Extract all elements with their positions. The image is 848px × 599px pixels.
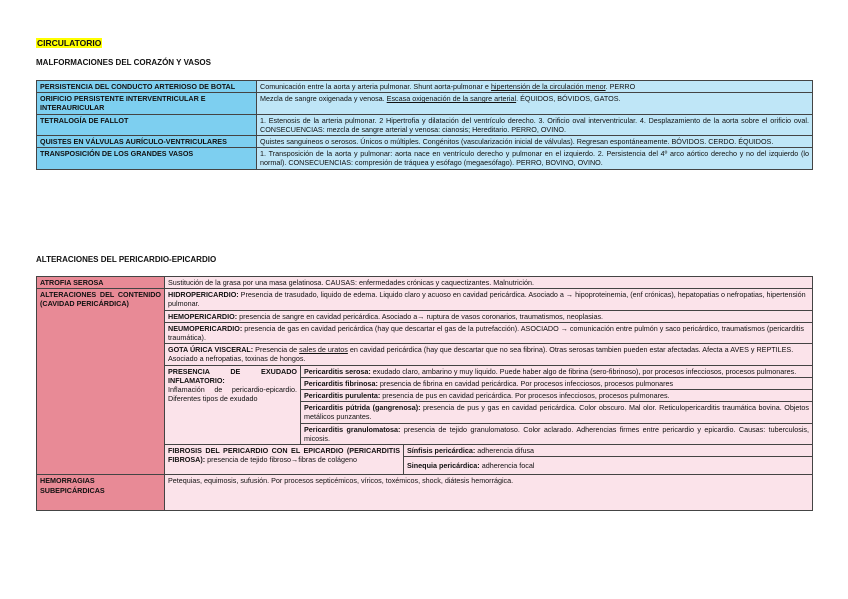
row-desc: Quistes sanguineos o serosos. Únicos o múltiples. Congénitos (vascularización inicial de válvulas). Regresan espontáneamente. BÓVIDOS. CERDO. ÉQUIDOS. — [257, 136, 813, 148]
table-row — [37, 93, 813, 114]
pericarditis-purulenta-cell: Pericarditis purulenta: presencia de pus en cavidad pericárdica. Por procesos infecciosos, procesos pulmonares. — [301, 390, 813, 402]
hidropericardio-cell: HIDROPERICARDIO: Presencia de trasudado, liquido de edema. Liquido claro y acuoso en cavidad pericárdica. Asociado a → hipoproteinemia, (enf crónicas), hepatopatias o nefropatias, hipertensión pulmonar. — [165, 289, 813, 310]
pericarditis-fibrinosa-cell: Pericarditis fibrinosa: presencia de fibrina en cavidad pericárdica. Por procesos infecciosos, procesos pulmonares — [301, 377, 813, 389]
table-row — [37, 277, 813, 289]
row-label: HEMORRAGIAS SUBEPICÁRDICAS — [37, 475, 165, 511]
section-heading-malformaciones: MALFORMACIONES DEL CORAZÓN Y VASOS — [36, 58, 211, 67]
section-heading-pericardio: ALTERACIONES DEL PERICARDIO-EPICARDIO — [36, 255, 217, 264]
sinequia-cell: Sinequia pericárdica: adherencia focal — [404, 457, 813, 475]
row-desc: 1. Estenosis de la arteria pulmonar. 2 Hipertrofia y dilatación del ventrículo derecho. 3. Orificio oval interventricular. 4. Desplazamiento de la aorta sobre el orificio oval. CONSECUENCIAS: mezcla de sangre arterial y venosa: cianosis; Hereditario. PERRO, OVINO. — [257, 114, 813, 135]
gota-urica-cell: GOTA ÚRICA VISCERAL: Presencia de sales de uratos en cavidad pericárdica (hay que descartar que no sea fibrina). Otras serosas tambien pueden estar afectadas. Afecta a AVES y REPTILES. Asociado a nefropatias, toxinas de hongos. — [165, 344, 813, 365]
row-label: ORIFICIO PERSISTENTE INTERVENTRICULAR E INTERAURICULAR — [37, 93, 257, 114]
row-label: ATROFIA SEROSA — [37, 277, 165, 289]
table-row — [37, 81, 813, 93]
row-desc: Petequias, equimosis, sufusión. Por procesos septicémicos, víricos, toxémicos, shock, diátesis hemorrágica. — [165, 475, 813, 511]
pericardio-table — [36, 276, 813, 511]
exudado-cell: PRESENCIA DE EXUDADO INFLAMATORIO: Inflamación de pericardio-epicardio. Diferentes tipos de exudado — [165, 365, 301, 444]
table-row — [37, 289, 813, 310]
sinfisis-cell: Sínfisis pericárdica: adherencia difusa — [404, 445, 813, 457]
page-title: CIRCULATORIO — [37, 38, 102, 48]
table-row — [37, 136, 813, 148]
row-desc: Comunicación entre la aorta y arteria pulmonar. Shunt aorta-pulmonar e hipertensión de la circulación menor. PERRO — [257, 81, 813, 93]
neumopericardio-cell: NEUMOPERICARDIO: presencia de gas en cavidad pericárdica (hay que descartar el gas de la putrefacción). ASOCIADO → comunicación entre pulmón y saco pericárdico, traumatismos (pericarditis traumática). — [165, 322, 813, 343]
row-label: ALTERACIONES DEL CONTENIDO (CAVIDAD PERICÁRDICA) — [37, 289, 165, 475]
row-label: TRANSPOSICIÓN DE LOS GRANDES VASOS — [37, 148, 257, 169]
row-label: PERSISTENCIA DEL CONDUCTO ARTERIOSO DE BOTAL — [37, 81, 257, 93]
row-desc: Sustitución de la grasa por una masa gelatinosa. CAUSAS: enfermedades crónicas y caquectizantes. Malnutrición. — [165, 277, 813, 289]
hemopericardio-cell: HEMOPERICARDIO: presencia de sangre en cavidad pericárdica. Asociado a→ ruptura de vasos coronarios, traumatismos, neoplasias. — [165, 310, 813, 322]
table-row — [37, 475, 813, 511]
pericarditis-serosa-cell: Pericarditis serosa: exudado claro, ambarino y muy liquido. Puede haber algo de fibrina (sero-fibrinoso), por procesos infecciosos, procesos pulmonares. — [301, 365, 813, 377]
row-desc: 1. Transposición de la aorta y pulmonar: aorta nace en ventrículo derecho y pulmonar en el izquierdo. 2. Persistencia del 4º arco aórtico derecho y no del izquierdo (lo normal). CONSECUENCIAS: compresión de tráquea y esófago (megaesófago). PERRO, BOVINO, OVINO. — [257, 148, 813, 169]
row-desc: Mezcla de sangre oxigenada y venosa. Escasa oxigenación de la sangre arterial. ÉQUIDOS, BÓVIDOS, GATOS. — [257, 93, 813, 114]
table-row — [37, 114, 813, 135]
fibrosis-cell: FIBROSIS DEL PERICARDIO CON EL EPICARDIO (PERICARDITIS FIBROSA): presencia de tejido fibroso→fibras de colágeno — [165, 445, 404, 475]
table-row — [37, 148, 813, 169]
pericarditis-granulomatosa-cell: Pericarditis granulomatosa: presencia de tejido granulomatoso. Color aclarado. Adherencias firmes entre pericardio y epicardio. Causas: tuberculosis, micosis. — [301, 423, 813, 444]
row-label: TETRALOGÍA DE FALLOT — [37, 114, 257, 135]
pericarditis-putrida-cell: Pericarditis pútrida (gangrenosa): presencia de pus y gas en cavidad pericárdica. Color obscuro. Mal olor. Reticulopericarditis traumática bovina. Objetos metálicos punzantes. — [301, 402, 813, 423]
malformaciones-table — [36, 80, 813, 170]
row-label: QUISTES EN VÁLVULAS AURÍCULO-VENTRICULARES — [37, 136, 257, 148]
